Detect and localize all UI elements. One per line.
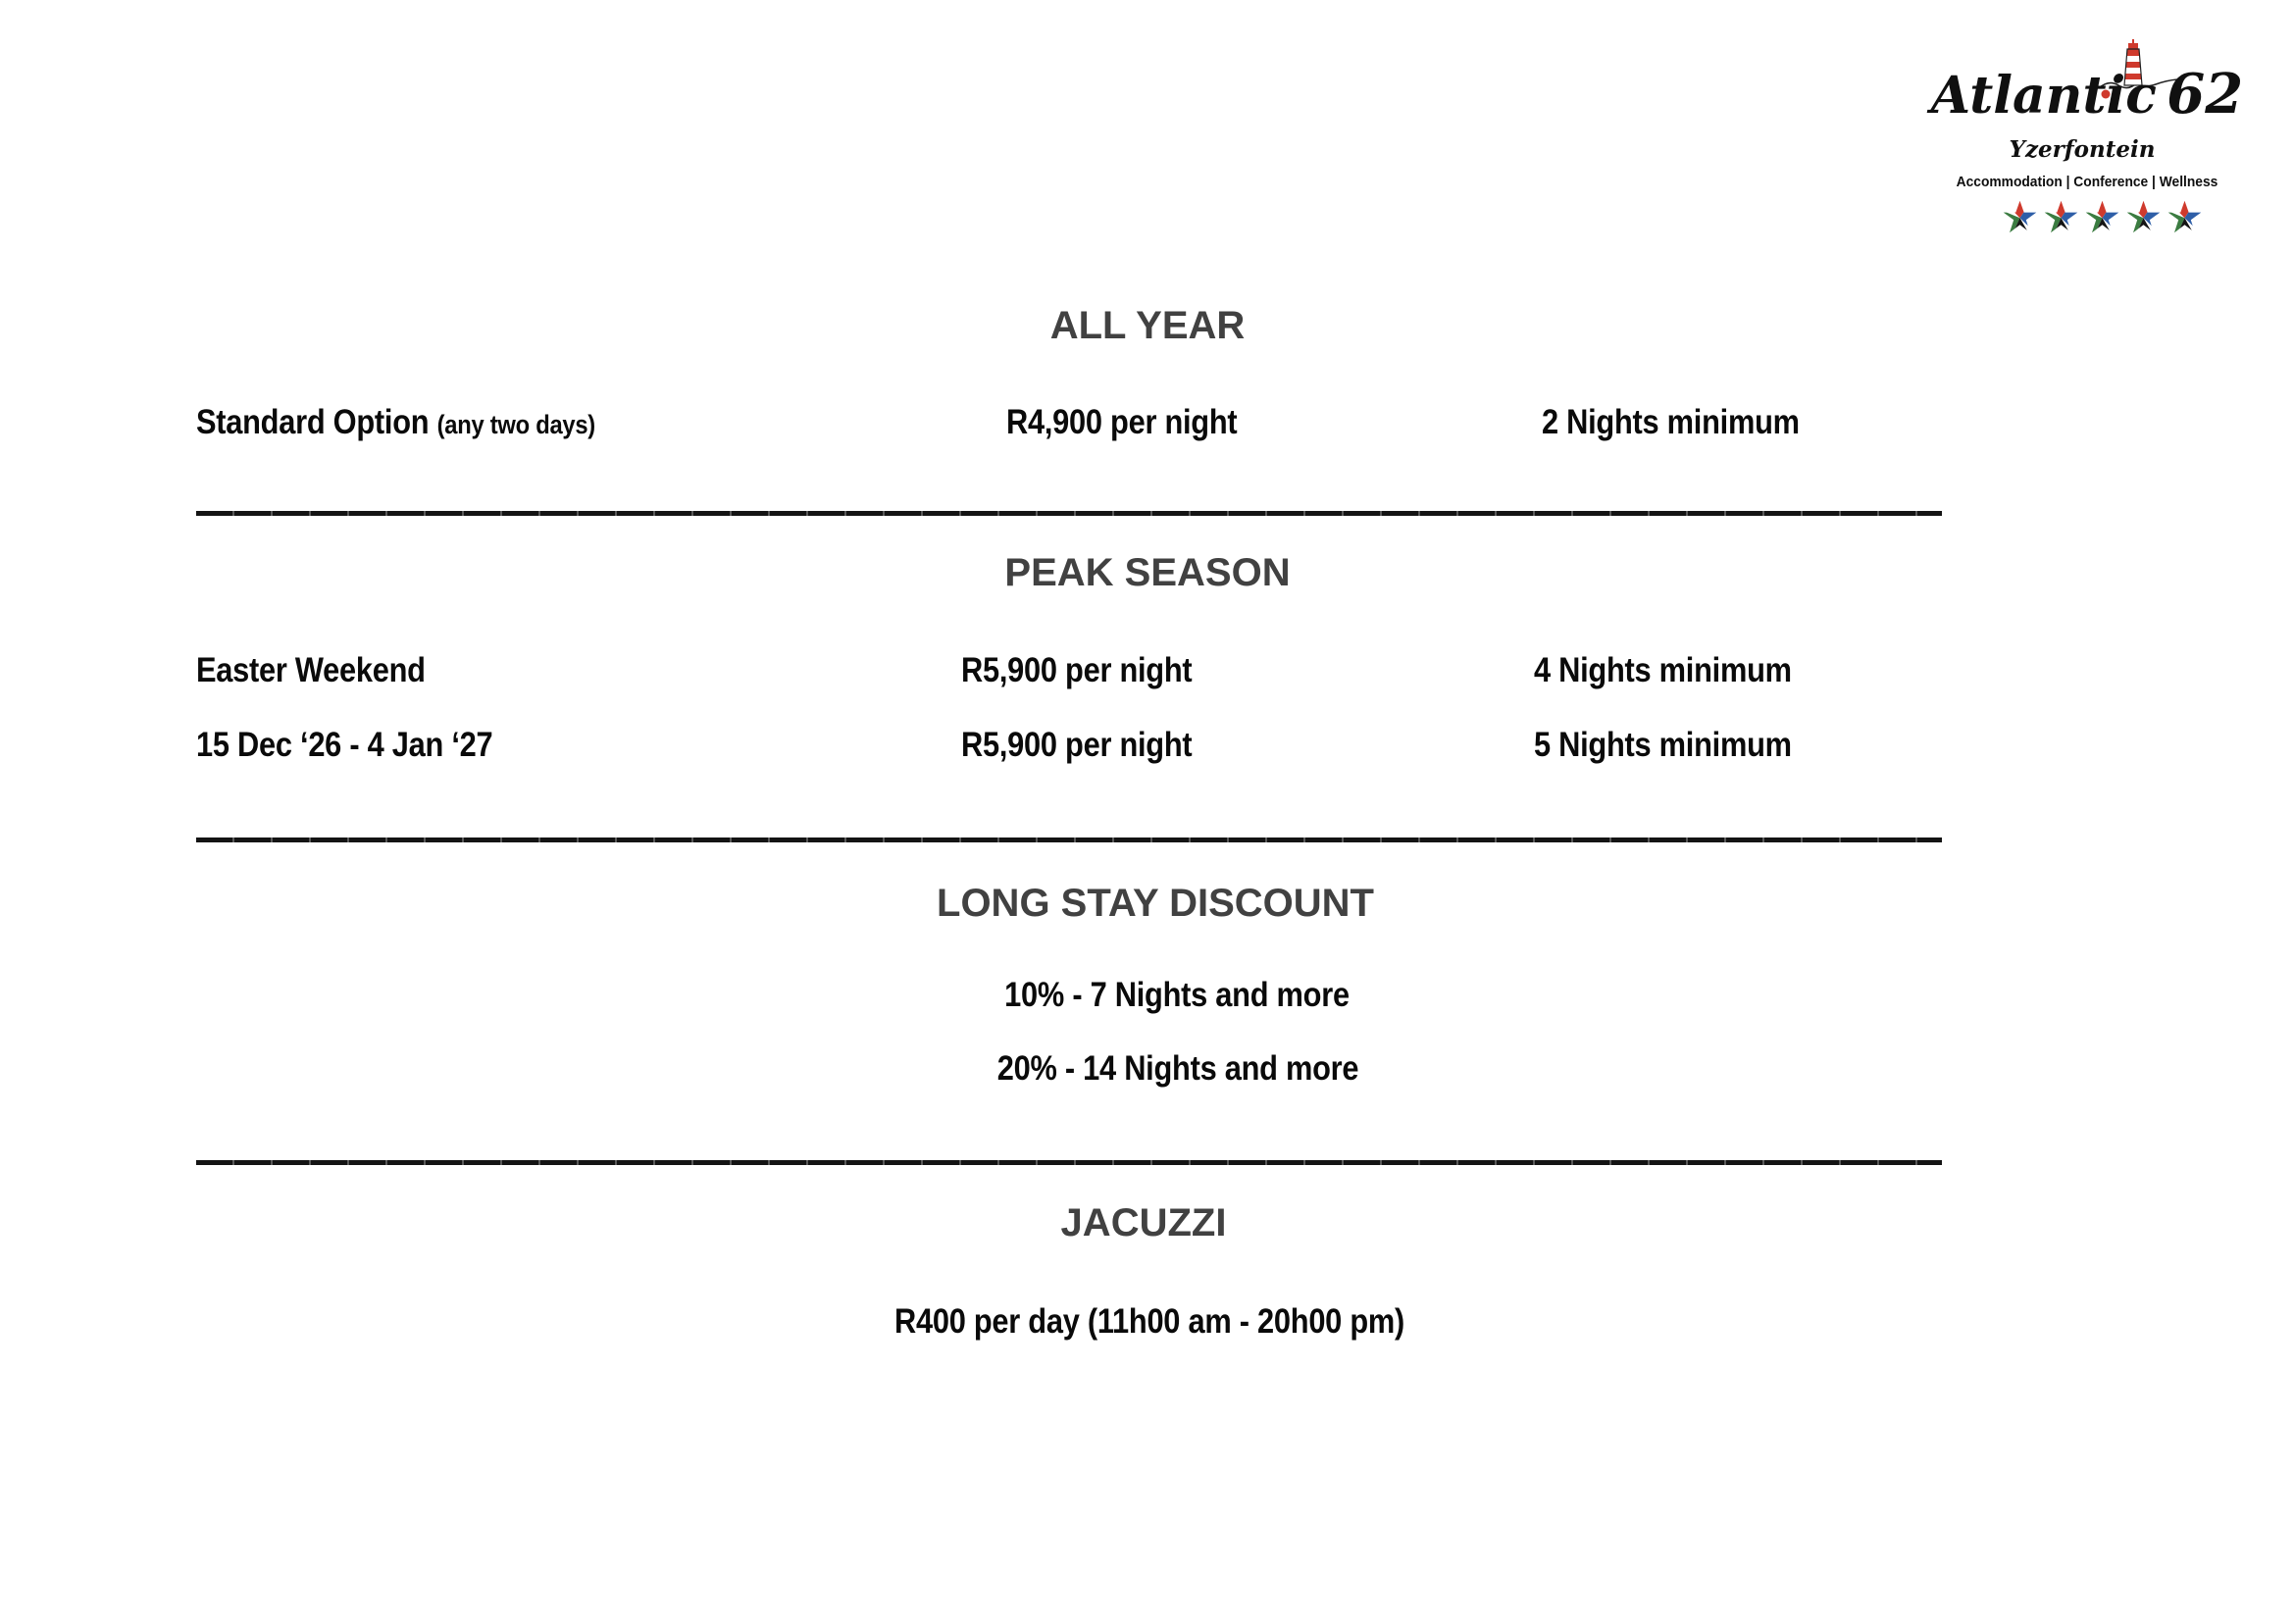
rating-star-icon xyxy=(2003,200,2037,234)
all-year-minimum: 2 Nights minimum xyxy=(1542,403,1800,441)
section-divider-3 xyxy=(196,1160,1942,1165)
long-stay-heading: LONG STAY DISCOUNT xyxy=(937,882,1374,925)
all-year-row-label xyxy=(196,401,595,446)
atlantic62-logo xyxy=(1930,27,2266,248)
logo-brand-text: Atlantic xyxy=(1930,66,2157,126)
peak-row2-label: 15 Dec ‘26 - 4 Jan ‘27 xyxy=(196,726,493,764)
star-rating xyxy=(2003,200,2202,234)
logo-wordmark xyxy=(1930,62,2244,127)
logo-number-text: 62 xyxy=(2167,62,2244,127)
jacuzzi-price-line: R400 per day (11h00 am - 20h00 pm) xyxy=(893,1302,1405,1341)
peak-season-heading: PEAK SEASON xyxy=(1004,551,1291,594)
all-year-price: R4,900 per night xyxy=(1006,403,1238,441)
rating-star-icon xyxy=(2167,200,2202,234)
rating-star-icon xyxy=(2085,200,2119,234)
logo-location-text: Yzerfontein xyxy=(2009,136,2156,163)
logo-tagline-text: Accommodation | Conference | Wellness xyxy=(1956,174,2218,190)
section-divider-2 xyxy=(196,837,1942,842)
jacuzzi-heading: JACUZZI xyxy=(1060,1201,1227,1244)
peak-row1-price: R5,900 per night xyxy=(961,651,1193,689)
peak-row2-minimum: 5 Nights minimum xyxy=(1534,726,1792,764)
peak-row1-minimum: 4 Nights minimum xyxy=(1534,651,1792,689)
long-stay-line-2: 20% - 14 Nights and more xyxy=(996,1049,1359,1088)
peak-row1-label: Easter Weekend xyxy=(196,651,426,689)
rating-star-icon xyxy=(2044,200,2078,234)
all-year-heading: ALL YEAR xyxy=(1049,304,1246,347)
rating-star-icon xyxy=(2126,200,2161,234)
long-stay-line-1: 10% - 7 Nights and more xyxy=(1004,976,1350,1014)
section-divider-1 xyxy=(196,511,1942,516)
peak-row2-price: R5,900 per night xyxy=(961,726,1193,764)
standard-option-label: Standard Option xyxy=(196,403,430,441)
standard-option-note: (any two days) xyxy=(436,410,595,439)
